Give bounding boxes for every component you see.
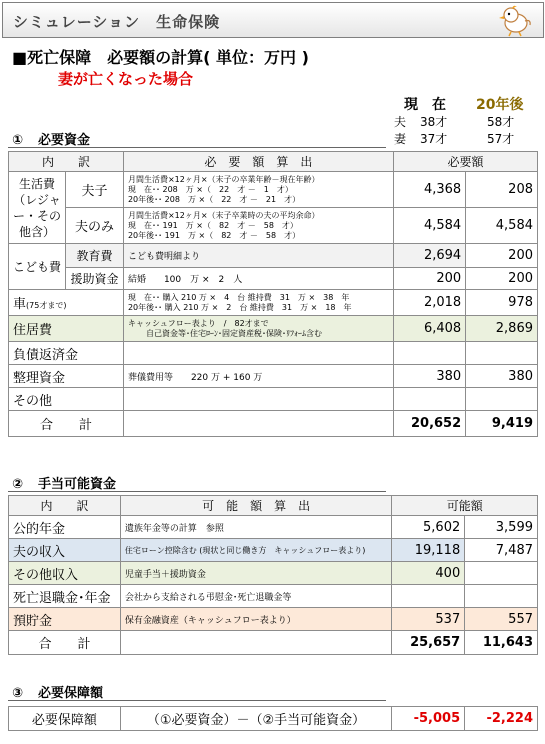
child-cost-label: こども費 (9, 244, 66, 290)
car-calc: 現 在･･ 購入 210 万 × 4 台 維持費 31 万 × 38 年 20年後･･ 購入 210 万 × 2 台 維持費 31 万 × 18 年 (123, 290, 393, 316)
living-husband-child-later: 208 (466, 172, 538, 208)
other-label: その他 (9, 388, 124, 411)
living-husband-only-later: 4,584 (466, 208, 538, 244)
total-now: 20,652 (393, 411, 465, 437)
savings-label: 預貯金 (9, 608, 121, 631)
housing-calc: キャッシュフロー表より / 82才まで 自己資金等･住宅ﾛｰﾝ･固定資産税･保険･ﾘﾌｫｰﾑ含む (123, 316, 393, 342)
living-husband-only-label: 夫のみ (66, 208, 124, 244)
living-cost-label: 生活費（レジャー・その他含） (9, 172, 66, 244)
col2-header-item: 内 訳 (9, 496, 121, 516)
section1-number: ① (12, 133, 24, 148)
death-retirement-label: 死亡退職金･年金 (9, 585, 121, 608)
other-income-label: その他収入 (9, 562, 121, 585)
public-pension-label: 公的年金 (9, 516, 121, 539)
col-header-calc: 必 要 額 算 出 (123, 152, 393, 172)
required-coverage-calc: （①必要資金）－（②手当可能資金） (120, 707, 392, 731)
housing-later: 2,869 (466, 316, 538, 342)
car-label: 車(75才まで) (9, 290, 124, 316)
total2-label: 合 計 (9, 631, 121, 655)
debt-label: 負債返済金 (9, 342, 124, 365)
status-later-label: 20年後 (476, 97, 524, 113)
marriage-aid-now: 200 (393, 268, 465, 290)
public-pension-now: 5,602 (392, 516, 465, 539)
required-funds-table (8, 151, 538, 437)
other-income-now: 400 (392, 562, 465, 585)
page-title: ■死亡保障 必要額の計算( 単位：万円 ) (12, 48, 309, 67)
section3-number: ③ (12, 686, 24, 701)
education-later: 200 (466, 244, 538, 268)
age-wife-label: 妻 (394, 132, 407, 146)
death-retirement-now (392, 585, 465, 608)
section2-number: ② (12, 477, 24, 492)
car-now: 2,018 (393, 290, 465, 316)
col-header-item: 内 訳 (9, 152, 124, 172)
housing-now: 6,408 (393, 316, 465, 342)
housing-label: 住居費 (9, 316, 124, 342)
available-funds-table (8, 495, 538, 655)
app-title: シミュレーション 生命保険 (13, 13, 221, 31)
section1-underline (8, 147, 386, 148)
section2-underline (8, 491, 386, 492)
public-pension-calc: 遺族年金等の計算 参照 (120, 516, 392, 539)
husband-income-calc: 住宅ローン控除含む (現状と同じ働き方 キャッシュフロー表より) (120, 539, 392, 562)
savings-later: 557 (465, 608, 538, 631)
living-husband-only-now: 4,584 (393, 208, 465, 244)
arrangement-later: 380 (466, 365, 538, 388)
status-now-label: 現 在 (404, 97, 446, 113)
savings-now: 537 (392, 608, 465, 631)
required-coverage-later: -2,224 (465, 707, 538, 731)
other-income-calc: 児童手当＋援助資金 (120, 562, 392, 585)
other-income-later (465, 562, 538, 585)
section2-title: 手当可能資金 (38, 477, 117, 492)
page-subtitle: 妻が亡くなった場合 (58, 70, 194, 88)
age-husband-now: 38才 (420, 115, 448, 129)
car-later: 978 (466, 290, 538, 316)
husband-income-now: 19,118 (392, 539, 465, 562)
death-retirement-later (465, 585, 538, 608)
education-label: 教育費 (66, 244, 124, 268)
section3-underline (8, 700, 386, 701)
section2-heading (12, 473, 116, 492)
total-later: 9,419 (466, 411, 538, 437)
col-header-amount: 必要額 (393, 152, 537, 172)
living-husband-child-label: 夫子 (66, 172, 124, 208)
arrangement-calc: 葬儀費用等 220 万 + 160 万 (123, 365, 393, 388)
marriage-aid-later: 200 (466, 268, 538, 290)
section1-title: 必要資金 (38, 133, 91, 148)
title-bar (2, 2, 544, 38)
age-husband-later: 58才 (487, 115, 515, 129)
bird-mascot-icon (497, 3, 533, 37)
age-wife-later: 57才 (487, 132, 515, 146)
husband-income-label: 夫の収入 (9, 539, 121, 562)
col2-header-amount: 可能額 (392, 496, 538, 516)
public-pension-later: 3,599 (465, 516, 538, 539)
education-calc: こども費明細より (123, 244, 393, 268)
savings-calc: 保有金融資産（キャッシュフロー表より） (120, 608, 392, 631)
husband-income-later: 7,487 (465, 539, 538, 562)
total2-later: 11,643 (465, 631, 538, 655)
required-coverage-label: 必要保障額 (9, 707, 121, 731)
education-now: 2,694 (393, 244, 465, 268)
living-husband-child-calc: 月間生活費×12ヶ月×（末子の卒業年齢－現在年齢） 現 在･･ 208 万 ×（ 22 才 － 1 才） 20年後･･ 208 万 ×（ 22 才 － 21 才） (123, 172, 393, 208)
living-husband-only-calc: 月間生活費×12ヶ月×（末子卒業時の夫の平均余命） 現 在･･ 191 万 ×（ 82 才 － 58 才） 20年後･･ 191 万 ×（ 82 才 － 58 才） (123, 208, 393, 244)
section3-heading (12, 682, 103, 701)
age-wife-now: 37才 (420, 132, 448, 146)
section3-title: 必要保障額 (38, 686, 104, 701)
marriage-aid-label: 援助資金 (66, 268, 124, 290)
arrangement-label: 整理資金 (9, 365, 124, 388)
col2-header-calc: 可 能 額 算 出 (120, 496, 392, 516)
section1-heading (12, 129, 90, 148)
arrangement-now: 380 (393, 365, 465, 388)
required-coverage-table (8, 706, 538, 731)
marriage-aid-calc: 結婚 100 万 × 2 人 (123, 268, 393, 290)
total-label: 合 計 (9, 411, 124, 437)
age-husband-label: 夫 (394, 115, 407, 129)
death-retirement-calc: 会社から支給される弔慰金･死亡退職金等 (120, 585, 392, 608)
required-coverage-now: -5,005 (392, 707, 465, 731)
total2-now: 25,657 (392, 631, 465, 655)
living-husband-child-now: 4,368 (393, 172, 465, 208)
